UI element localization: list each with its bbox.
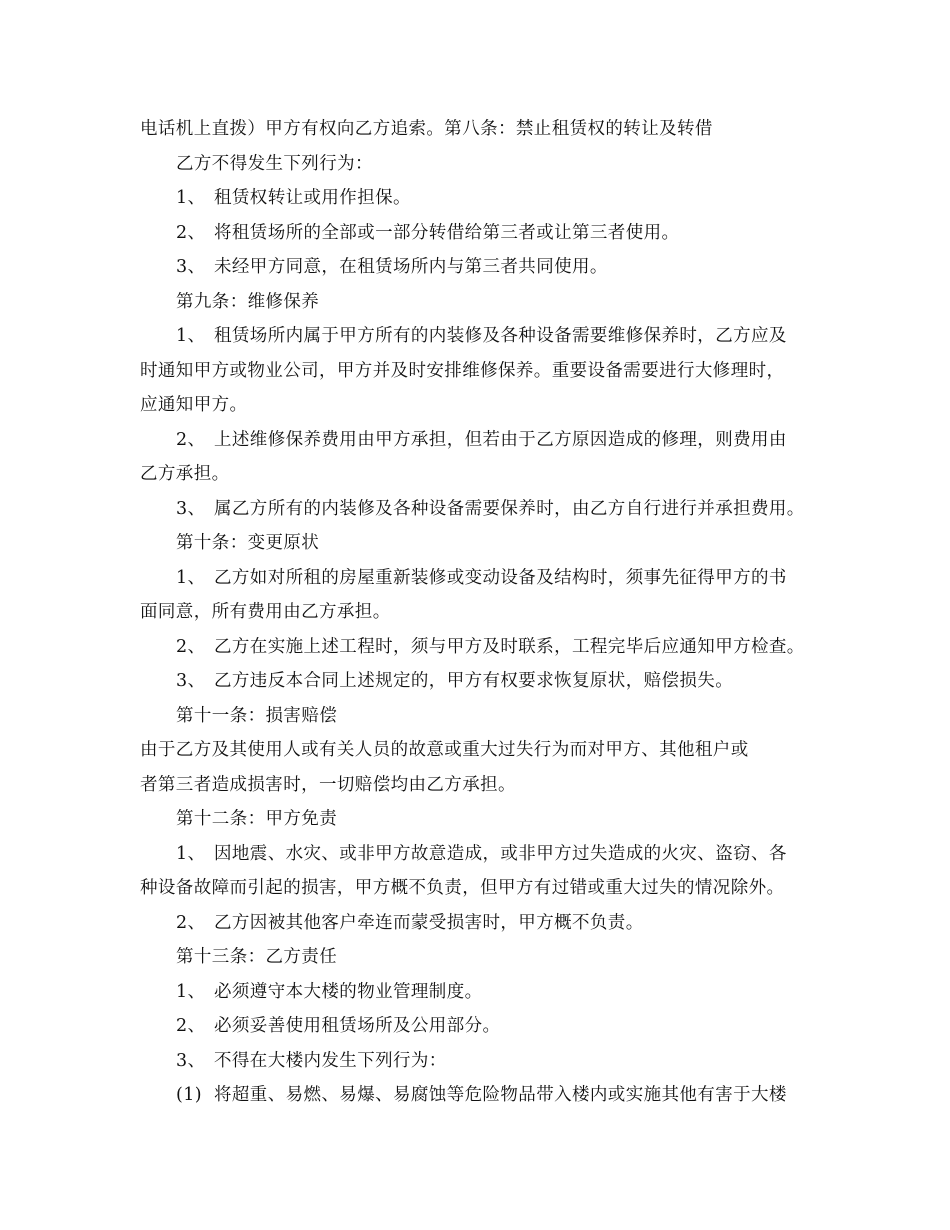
text-line	[140, 664, 820, 699]
text-line	[140, 802, 820, 837]
line-text: 者第三者造成损害时，一切赔偿均由乙方承担。	[140, 774, 516, 795]
list-number: 1、	[176, 567, 206, 588]
line-text: 未经甲方同意，在租赁场所内与第三者共同使用。	[214, 257, 608, 277]
line-text: 种设备故障而引起的损害，甲方概不负责，但甲方有过错或重大过失的情况除外。	[140, 878, 785, 898]
line-text: 应通知甲方。	[140, 395, 248, 415]
text-line	[140, 423, 820, 458]
line-text: 不得在大楼内发生下列行为：	[214, 1050, 447, 1071]
list-number: 3、	[176, 1050, 206, 1071]
line-text: 第十三条：乙方责任	[176, 947, 338, 967]
list-number: 2、	[176, 222, 206, 243]
text-line	[140, 1078, 820, 1113]
text-line	[140, 285, 820, 320]
text-line	[140, 940, 820, 975]
line-text: 电话机上直拨）甲方有权向乙方追索。第八条：禁止租赁权的转让及转借	[140, 119, 713, 139]
list-number: 1、	[176, 326, 206, 346]
line-text: 将租赁场所的全部或一部分转借给第三者或让第三者使用。	[214, 222, 680, 243]
text-line	[140, 1044, 820, 1079]
list-number: 2、	[176, 429, 206, 450]
list-number: 3、	[176, 498, 206, 519]
line-text: 时通知甲方或物业公司，甲方并及时安排维修保养。重要设备需要进行大修理时，	[140, 360, 785, 381]
line-text: 乙方违反本合同上述规定的，甲方有权要求恢复原状，赔偿损失。	[214, 671, 734, 691]
text-line	[140, 354, 820, 389]
line-text: 面同意，所有费用由乙方承担。	[140, 602, 391, 622]
line-text: 上述维修保养费用由甲方承担，但若由于乙方原因造成的修理，则费用由	[214, 429, 787, 450]
text-line	[140, 181, 820, 216]
line-text: 第九条：维修保养	[176, 291, 320, 312]
line-text: 乙方因被其他客户牵连而蒙受损害时，甲方概不负责。	[214, 912, 644, 933]
line-text: 第十一条：损害赔偿	[176, 705, 338, 726]
text-line	[140, 1009, 820, 1044]
text-line	[140, 112, 820, 147]
line-text: 必须妥善使用租赁场所及公用部分。	[214, 1016, 501, 1036]
list-number: 1、	[176, 981, 206, 1002]
text-line	[140, 457, 820, 492]
text-line	[140, 388, 820, 423]
text-line	[140, 250, 820, 285]
text-line	[140, 630, 820, 665]
text-line	[140, 492, 820, 527]
line-text: 属乙方所有的内装修及各种设备需要保养时，由乙方自行进行并承担费用。	[214, 498, 805, 519]
line-text: 租赁权转让或用作担保。	[214, 188, 411, 208]
text-line	[140, 871, 820, 906]
list-number: 3、	[176, 671, 206, 691]
text-line	[140, 699, 820, 734]
line-text: 将超重、易燃、易爆、易腐蚀等危险物品带入楼内或实施其他有害于大楼	[214, 1085, 787, 1105]
list-number: 2、	[176, 912, 206, 933]
text-line	[140, 216, 820, 251]
line-text: 因地震、水灾、或非甲方故意造成，或非甲方过失造成的火灾、盗窃、各	[214, 843, 787, 864]
list-number: 2、	[176, 636, 206, 657]
document-body	[140, 112, 820, 1113]
line-text: 乙方在实施上述工程时，须与甲方及时联系，工程完毕后应通知甲方检查。	[214, 636, 805, 657]
line-text: 乙方不得发生下列行为：	[176, 153, 373, 174]
line-text: 由于乙方及其使用人或有关人员的故意或重大过失行为而对甲方、其他租户或	[140, 740, 749, 760]
text-line	[140, 147, 820, 182]
line-text: 乙方承担。	[140, 464, 230, 484]
text-line	[140, 768, 820, 803]
list-number: 1、	[176, 843, 206, 864]
text-line	[140, 837, 820, 872]
list-number: 1、	[176, 188, 206, 208]
text-line	[140, 561, 820, 596]
text-line	[140, 975, 820, 1010]
text-line	[140, 906, 820, 941]
line-text: 乙方如对所租的房屋重新装修或变动设备及结构时，须事先征得甲方的书	[214, 567, 787, 588]
text-line	[140, 319, 820, 354]
list-number: 3、	[176, 257, 206, 277]
text-line	[140, 733, 820, 768]
text-line	[140, 595, 820, 630]
list-number: (1)	[176, 1085, 202, 1105]
line-text: 第十二条：甲方免责	[176, 809, 338, 829]
line-text: 第十条：变更原状	[176, 533, 320, 553]
list-number: 2、	[176, 1016, 206, 1036]
text-line	[140, 526, 820, 561]
line-text: 必须遵守本大楼的物业管理制度。	[214, 981, 483, 1002]
line-text: 租赁场所内属于甲方所有的内装修及各种设备需要维修保养时，乙方应及	[214, 326, 787, 346]
